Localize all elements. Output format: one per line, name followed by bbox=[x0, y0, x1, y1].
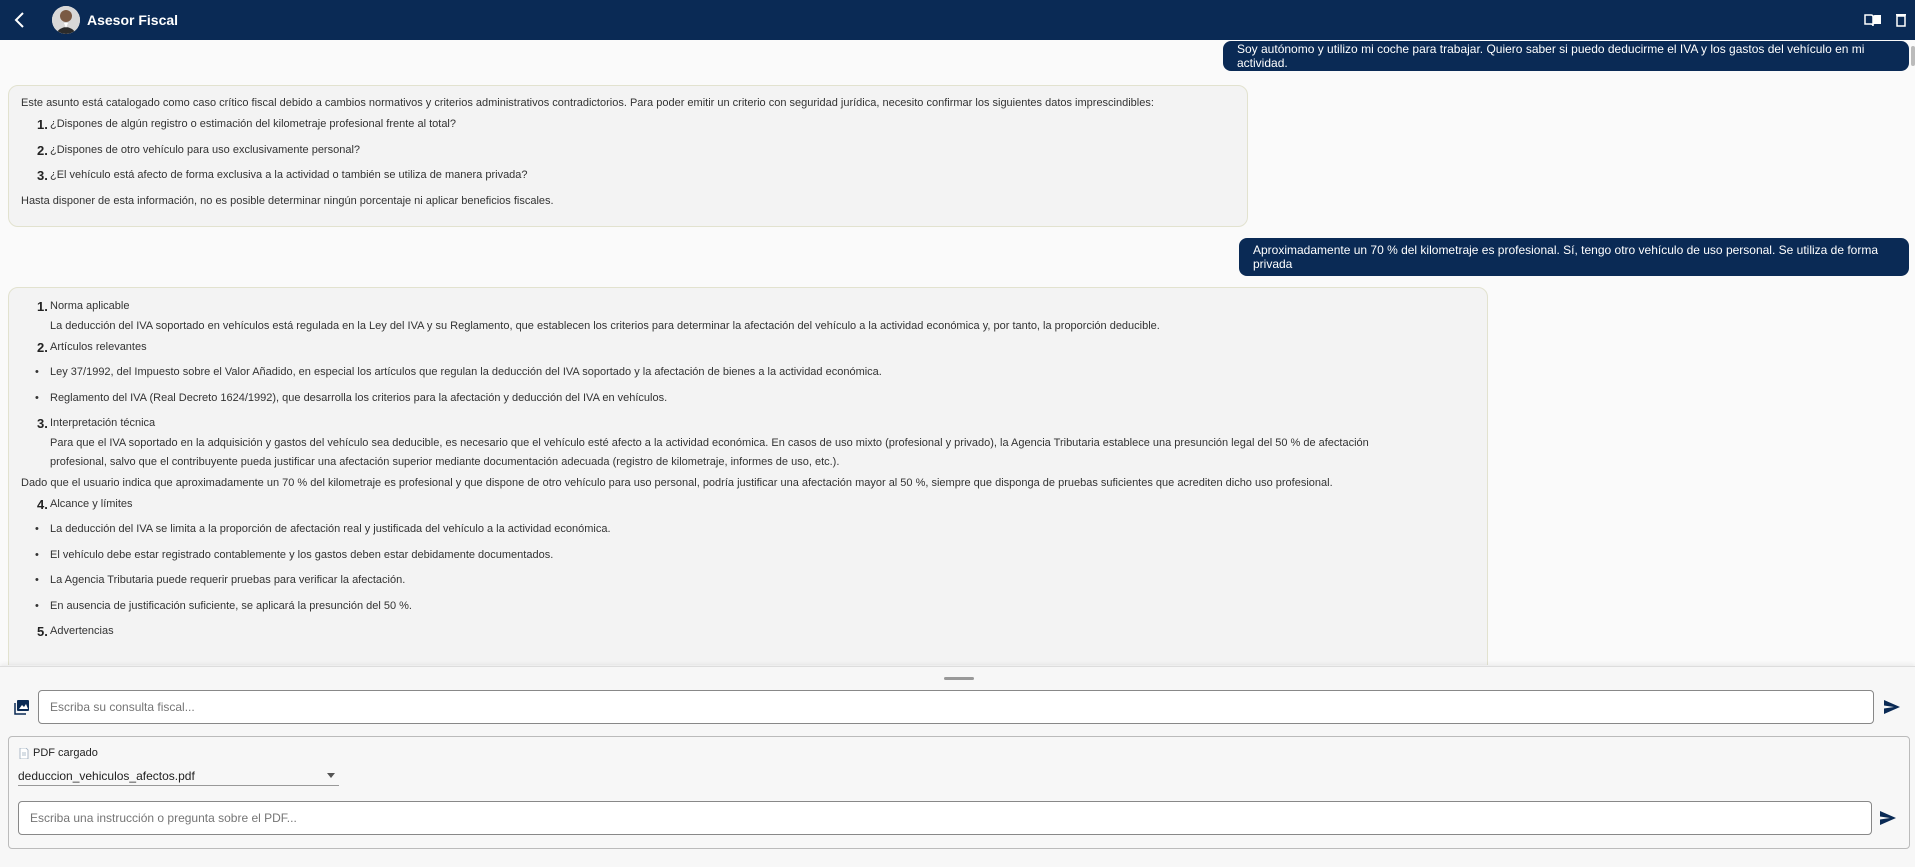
user-message bbox=[1223, 41, 1909, 71]
book-button[interactable] bbox=[1859, 0, 1887, 40]
back-button[interactable] bbox=[0, 0, 40, 40]
bullet-dot: • bbox=[35, 392, 39, 404]
section-title: Alcance y límites bbox=[50, 498, 133, 510]
pdf-selected-value: deduccion_vehiculos_afectos.pdf bbox=[18, 768, 195, 783]
pdf-panel bbox=[8, 736, 1910, 849]
bullet-item: El vehículo debe estar registrado contablemente y los gastos deben estar debidamente documentados. bbox=[50, 549, 554, 561]
assistant-message bbox=[8, 85, 1248, 227]
query-input[interactable] bbox=[38, 690, 1874, 724]
list-number: 5. bbox=[37, 624, 48, 639]
message-closing: Hasta disponer de esta información, no es posible determinar ningún porcentaje ni aplicar beneficios fiscales. bbox=[21, 195, 554, 207]
list-item: ¿El vehículo está afecto de forma exclusiva a la actividad o también se utiliza de manera privada? bbox=[50, 169, 528, 181]
bullet-dot: • bbox=[35, 523, 39, 535]
bullet-item: Ley 37/1992, del Impuesto sobre el Valor Añadido, en especial los artículos que regulan la deducción del IVA soportado y la afectación de bienes a la actividad económica. bbox=[50, 366, 882, 378]
pdf-send-button[interactable] bbox=[1876, 806, 1900, 830]
bullet-item: La deducción del IVA se limita a la proporción de afectación real y justificada del vehículo a la actividad económica. bbox=[50, 523, 611, 535]
section-title: Advertencias bbox=[50, 625, 114, 637]
delete-button[interactable] bbox=[1887, 0, 1915, 40]
pdf-label bbox=[19, 747, 98, 759]
user-message-text: Aproximadamente un 70 % del kilometraje es profesional. Sí, tengo otro vehículo de uso personal. Se utiliza de forma privada bbox=[1253, 243, 1879, 271]
list-number: 2. bbox=[37, 340, 48, 355]
app-header bbox=[0, 0, 1915, 40]
section-body: La deducción del IVA soportado en vehículos está regulada en la Ley del IVA y su Reglamento, que establecen los criterios para determinar la afectación del vehículo a la actividad económica y, por tanto, la proporción deducible. bbox=[50, 320, 1160, 332]
section-body: profesional, salvo que el contribuyente pueda justificar una afectación superior mediante documentación adecuada (registro de kilometraje, informes de uso, etc.). bbox=[50, 456, 840, 468]
avatar-person-icon bbox=[52, 6, 80, 34]
message-paragraph: Dado que el usuario indica que aproximadamente un 70 % del kilometraje es profesional y que dispone de otro vehículo para uso personal, podría justificar una afectación mayor al 50 %, siempre que disponga de pruebas suficientes que acrediten dicho uso profesional. bbox=[21, 477, 1333, 489]
chevron-down-icon bbox=[327, 773, 335, 778]
assistant-message bbox=[8, 287, 1488, 665]
pdf-label-text: PDF cargado bbox=[33, 747, 98, 759]
composer-panel bbox=[0, 666, 1915, 867]
drag-handle[interactable] bbox=[944, 677, 974, 680]
arrow-back-icon bbox=[13, 12, 27, 28]
document-icon bbox=[19, 748, 29, 759]
section-title: Artículos relevantes bbox=[50, 341, 147, 353]
list-number: 4. bbox=[37, 497, 48, 512]
list-item: ¿Dispones de otro vehículo para uso exclusivamente personal? bbox=[50, 144, 361, 156]
pdf-question-input[interactable] bbox=[18, 801, 1872, 835]
bullet-dot: • bbox=[35, 600, 39, 612]
section-title: Norma aplicable bbox=[50, 300, 130, 312]
chat-area[interactable] bbox=[0, 40, 1915, 665]
list-item: ¿Dispones de algún registro o estimación del kilometraje profesional frente al total? bbox=[50, 118, 456, 130]
avatar bbox=[52, 6, 80, 34]
list-number: 2. bbox=[37, 143, 48, 158]
image-upload-icon bbox=[14, 699, 30, 715]
pdf-select-dropdown[interactable] bbox=[18, 766, 339, 786]
list-number: 3. bbox=[37, 416, 48, 431]
user-message-text: Soy autónomo y utilizo mi coche para trabajar. Quiero saber si puedo deducirme el IVA y los gastos del vehículo en mi actividad. bbox=[1237, 42, 1865, 70]
list-number: 1. bbox=[37, 299, 48, 314]
list-number: 3. bbox=[37, 168, 48, 183]
bullet-item: Reglamento del IVA (Real Decreto 1624/1992), que desarrolla los criterios para la afectación y deducción del IVA en vehículos. bbox=[50, 392, 668, 404]
section-body: Para que el IVA soportado en la adquisición y gastos del vehículo sea deducible, es necesario que el vehículo esté afecto a la actividad económica. En casos de uso mixto (profesional y privado), la Agencia Tributaria establece una presunción legal del 50 % de afectación bbox=[50, 437, 1369, 449]
send-button[interactable] bbox=[1880, 695, 1904, 719]
bullet-dot: • bbox=[35, 574, 39, 586]
section-title: Interpretación técnica bbox=[50, 417, 156, 429]
delete-icon bbox=[1896, 13, 1906, 27]
book-icon bbox=[1864, 13, 1882, 27]
bullet-item: En ausencia de justificación suficiente, se aplicará la presunción del 50 %. bbox=[50, 600, 412, 612]
message-intro: Este asunto está catalogado como caso crítico fiscal debido a cambios normativos y criterios administrativos contradictorios. Para poder emitir un criterio con seguridad jurídica, necesito confirmar los siguientes datos imprescindibles: bbox=[21, 97, 1154, 109]
send-icon bbox=[1880, 811, 1896, 825]
bullet-dot: • bbox=[35, 366, 39, 378]
page-title: Asesor Fiscal bbox=[87, 12, 179, 28]
bullet-dot: • bbox=[35, 549, 39, 561]
list-number: 1. bbox=[37, 117, 48, 132]
chat-scrollbar[interactable] bbox=[1911, 46, 1915, 66]
bullet-item: La Agencia Tributaria puede requerir pruebas para verificar la afectación. bbox=[50, 574, 406, 586]
image-upload-button[interactable] bbox=[14, 699, 30, 715]
send-icon bbox=[1884, 700, 1900, 714]
user-message bbox=[1239, 238, 1909, 276]
